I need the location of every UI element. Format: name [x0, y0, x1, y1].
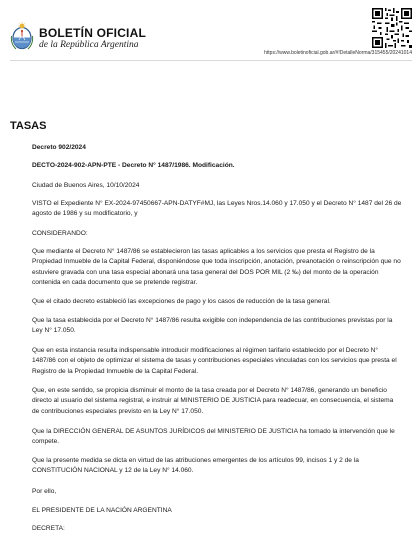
considerando-heading: CONSIDERANDO:	[32, 230, 88, 237]
decreta-heading: DECRETA:	[32, 525, 65, 532]
paragraph-2: Que el citado decreto estableció las excepciones de pago y los casos de reducción de la tasa general.	[32, 298, 331, 305]
paragraph-6: Que la DIRECCIÓN GENERAL DE ASUNTOS JURÍDICOS del MINISTERIO DE JUSTICIA ha tomado la intervención que le compete.	[32, 428, 395, 446]
coat-of-arms-icon	[10, 22, 34, 50]
paragraph-5: Que, en este sentido, se propicia disminuir el monto de la tasa creada por el Decreto N° 1487/86, generando un beneficio directo al usuario del sistema registral, e instruir al MINISTERIO DE JUSTICIA para readecuar, en consecuencia, el sistema de contribuciones especiales previsto en la Ley N° 17.050.	[32, 387, 394, 415]
place-date: Ciudad de Buenos Aires, 10/10/2024	[32, 182, 140, 189]
paragraph-7: Que la presente medida se dicta en virtud de las atribuciones emergentes de los artículos 99, incisos 1 y 2 de la CONSTITUCIÓN NACIONAL y 12 de la Ley N° 14.060.	[32, 457, 359, 475]
section-title: TASAS	[10, 120, 47, 132]
visto-paragraph: VISTO el Expediente N° EX-2024-97450667-APN-DATYF#MJ, las Leyes Nros.14.060 y 17.050 y el Decreto N° 1487 del 26 de agosto de 1986 y su modificatorio, y	[32, 200, 402, 218]
header	[10, 0, 412, 62]
header-url: https://www.boletinoficial.gob.ar/#!DetalleNorma/315455/20241014	[264, 50, 412, 56]
por-ello: Por ello,	[32, 488, 57, 495]
paragraph-1: Que mediante el Decreto N° 1487/86 se establecieron las tasas aplicables a los servicios que presta el Registro de la Propiedad Inmueble de la Capital Federal, disponiéndose que toda inscripción, anotación, preanotación o reinscripción que no estuviere gravada con una tasa especial abonará una tasa general del DOS POR MIL (2 ‰) del monto de la operación contenida en cada documento que se pretende registrar.	[32, 248, 401, 287]
paragraph-4: Que en esta instancia resulta indispensable introducir modificaciones al régimen tarifario establecido por el Decreto N° 1487/86 con el objeto de optimizar el sistema de tasas y contribuciones especiales vinculadas con los servicios que presta el Registro de la Propiedad Inmueble de la Capital Federal.	[32, 347, 397, 375]
paragraph-3: Que la tasa establecida por el Decreto N° 1487/86 resulta exigible con independencia de las contribuciones previstas por la Ley N° 17.050.	[32, 317, 393, 335]
header-divider	[10, 60, 412, 61]
document-page	[10, 0, 412, 532]
president-line: EL PRESIDENTE DE LA NACIÓN ARGENTINA	[32, 507, 172, 514]
publication-subtitle: de la República Argentina	[39, 40, 139, 50]
decree-number: Decreto 902/2024	[32, 144, 86, 151]
publication-title: BOLETÍN OFICIAL	[39, 26, 146, 40]
qr-code-icon	[372, 8, 412, 48]
decree-reference: DECTO-2024-902-APN-PTE - Decreto N° 1487/1986. Modificación.	[32, 162, 235, 169]
